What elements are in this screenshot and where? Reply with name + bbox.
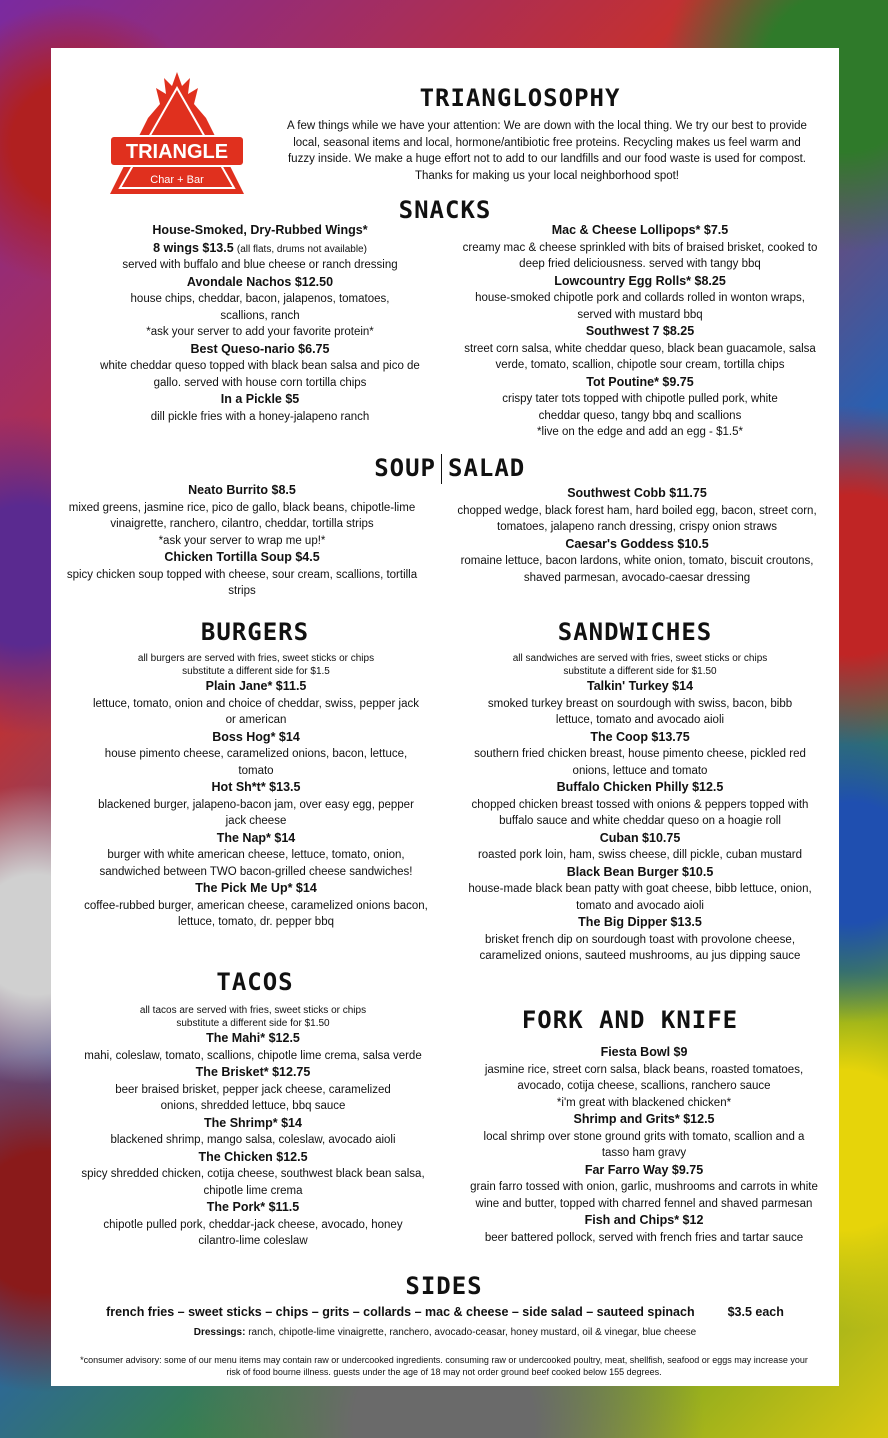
menu-item-desc: dill pickle fries with a honey-jalapeno ranch: [150, 410, 370, 423]
menu-item-desc: lettuce, tomato, onion and choice of cheddar, swiss, pepper jack or american: [92, 697, 420, 726]
menu-item-name: Caesar's Goddess $10.5: [565, 536, 709, 551]
menu-item-desc: creamy mac & cheese sprinkled with bits of braised brisket, cooked to deep fried deliciousness. served with tangy bbq: [462, 241, 818, 270]
menu-item-name: Neato Burrito $8.5: [188, 483, 296, 497]
menu-item-desc: house-smoked chipotle pork and collards rolled in wonton wraps, served with mustard bbq: [475, 292, 805, 321]
menu-item-name: The Nap* $14: [216, 830, 296, 845]
menu-item-desc: chopped chicken breast tossed with onions & peppers topped with buffalo sauce and white cheddar queso on a hoagie roll: [471, 798, 809, 827]
menu-item-desc: grain farro tossed with onion, garlic, mushrooms and carrots in white wine and butter, topped with charred fennel and shaved parmesan: [470, 1181, 818, 1210]
sides-line: [60, 1305, 830, 1319]
consumer-advisory: *consumer advisory: some of our menu items may contain raw or undercooked ingredients. consuming raw or undercooked poultry, meat, shellfish, seafood or eggs may increase your risk of food bourne illness. guests under the age of 18 may not order ground beef cooked below 155 degrees.: [80, 1355, 808, 1377]
menu-item-note: *ask your server to wrap me up!*: [158, 534, 326, 547]
menu-item-desc: chopped wedge, black forest ham, hard boiled egg, bacon, street corn, tomatoes, jalapeno ranch dressing, crispy onion straws: [457, 504, 817, 533]
soup-column: [60, 482, 424, 600]
menu-item-desc: brisket french dip on sourdough toast with provolone cheese, caramelized onions, sauteed mushrooms, au jus dipping sauce: [479, 933, 801, 962]
menu-item-name: Mac & Cheese Lollipops* $7.5: [551, 223, 729, 237]
menu-item-name: Talkin' Turkey $14: [586, 679, 694, 693]
menu-item-name: Buffalo Chicken Philly $12.5: [556, 780, 724, 794]
menu-item-desc: smoked turkey breast on sourdough with swiss, bacon, bibb lettuce, tomato and avocado aioli: [487, 697, 793, 726]
burgers-column: [76, 652, 436, 931]
dressings-list: ranch, chipotle-lime vinaigrette, ranchero, avocado-ceasar, honey mustard, oil & vinegar, blue cheese: [248, 1327, 697, 1338]
sandwiches-column: [460, 652, 820, 965]
menu-item-desc: burger with white american cheese, lettuce, tomato, onion, sandwiched between TWO bacon-grilled cheese sandwiches!: [99, 849, 413, 878]
menu-item-note: *live on the edge and add an egg - $1.5*: [537, 426, 743, 438]
menu-item-price-note: (all flats, drums not available): [236, 243, 367, 255]
menu-item-name: The Big Dipper $13.5: [578, 915, 702, 929]
section-note: all sandwiches are served with fries, sweet sticks or chips: [512, 653, 768, 664]
menu-item-desc: served with buffalo and blue cheese or ranch dressing: [122, 259, 398, 271]
menu-item-desc: white cheddar queso topped with black bean salsa and pico de gallo. served with house corn tortilla chips: [100, 360, 420, 389]
menu-item-name: The Brisket* $12.75: [195, 1065, 311, 1079]
burgers-title: BURGERS: [200, 618, 310, 646]
menu-item-desc: roasted pork loin, ham, swiss cheese, dill pickle, cuban mustard: [477, 849, 803, 861]
menu-item-desc: spicy chicken soup topped with cheese, sour cream, scallions, tortilla strips: [66, 568, 418, 597]
menu-item-name: Plain Jane* $11.5: [205, 679, 307, 693]
menu-item-desc: street corn salsa, white cheddar queso, black bean guacamole, salsa verde, tomato, scallion, chipotle sour cream, tortilla chips: [464, 342, 816, 371]
menu-item-name: Fish and Chips* $12: [584, 1213, 704, 1227]
menu-item-name: Tot Poutine* $9.75: [586, 374, 694, 389]
menu-item-desc: mahi, coleslaw, tomato, scallions, chipotle lime crema, salsa verde: [84, 1049, 422, 1062]
menu-item-name: The Shrimp* $14: [204, 1115, 302, 1130]
menu-item-desc: beer braised brisket, pepper jack cheese, caramelized onions, shredded lettuce, bbq sauce: [115, 1083, 391, 1112]
section-note: substitute a different side for $1.5: [182, 666, 330, 677]
tacos-title: TACOS: [216, 968, 294, 996]
menu-item-desc: chipotle pulled pork, cheddar-jack cheese, avocado, honey cilantro-lime coleslaw: [103, 1218, 403, 1247]
sides-list: french fries – sweet sticks – chips – grits – collards – mac & cheese – side salad – sauteed spinach: [106, 1305, 695, 1319]
menu-item-name: Lowcountry Egg Rolls* $8.25: [554, 273, 726, 288]
fork-knife-title: FORK AND KNIFE: [521, 1006, 739, 1034]
section-note: all burgers are served with fries, sweet sticks or chips: [137, 653, 375, 664]
salad-column: [452, 485, 822, 586]
menu-item-name: Hot Sh*t* $13.5: [211, 780, 301, 794]
menu-item-note: *i'm great with blackened chicken*: [556, 1096, 732, 1109]
menu-item-desc: mixed greens, jasmine rice, pico de gallo, black beans, chipotle-lime vinaigrette, ranchero, cilantro, cheddar, tortilla strips: [68, 501, 416, 530]
menu-item-name: The Mahi* $12.5: [206, 1031, 300, 1045]
menu-item-name: Southwest 7 $8.25: [585, 324, 695, 338]
section-note: substitute a different side for $1.50: [176, 1018, 330, 1029]
menu-item-desc: coffee-rubbed burger, american cheese, caramelized onions bacon, lettuce, tomato, dr. pepper bbq: [84, 899, 428, 928]
sandwiches-title: SANDWICHES: [557, 618, 713, 646]
menu-item-name: The Coop $13.75: [590, 729, 690, 744]
dressings-line: [60, 1327, 830, 1338]
snacks-left-column: [80, 222, 440, 425]
menu-item-name: In a Pickle $5: [220, 392, 300, 406]
section-note: substitute a different side for $1.50: [563, 666, 717, 677]
menu-item-name: Cuban $10.75: [599, 830, 681, 845]
menu-item-note: *ask your server to add your favorite protein*: [146, 326, 374, 338]
salad-title: SALAD: [448, 454, 526, 482]
triangle-logo: [104, 68, 250, 198]
menu-item-name: Best Queso-nario $6.75: [190, 341, 330, 356]
logo-name: TRIANGLE: [125, 141, 229, 163]
menu-item-desc: southern fried chicken breast, house pimento cheese, pickled red onions, lettuce and tomato: [474, 748, 806, 777]
menu-item-name: The Pork* $11.5: [206, 1200, 300, 1214]
menu-item-price: 8 wings $13.5: [153, 240, 234, 255]
sides-price: $3.5 each: [727, 1305, 784, 1319]
menu-item-name: Shrimp and Grits* $12.5: [573, 1112, 715, 1126]
menu-item-name: Chicken Tortilla Soup $4.5: [164, 550, 320, 564]
menu-item-desc: spicy shredded chicken, cotija cheese, southwest black bean salsa, chipotle lime crema: [81, 1168, 425, 1197]
dressings-label: Dressings:: [193, 1327, 246, 1338]
menu-item-desc: romaine lettuce, bacon lardons, white onion, tomato, biscuit croutons, shaved parmesan, avocado-caesar dressing: [460, 555, 814, 584]
menu-item-name: Southwest Cobb $11.75: [567, 486, 707, 500]
soup-title: SOUP: [374, 454, 436, 482]
snacks-right-column: [460, 222, 820, 441]
fork-knife-column: [462, 1044, 826, 1246]
menu-item-name: Boss Hog* $14: [212, 729, 300, 744]
logo-sub: Char + Bar: [150, 174, 204, 186]
menu-item-name: Avondale Nachos $12.50: [186, 274, 334, 289]
menu-item-desc: blackened burger, jalapeno-bacon jam, over easy egg, pepper jack cheese: [98, 798, 414, 827]
menu-item-name: The Chicken $12.5: [198, 1149, 308, 1164]
menu-item-desc: beer battered pollock, served with french fries and tartar sauce: [484, 1231, 804, 1244]
menu-item-desc: house-made black bean patty with goat cheese, bibb lettuce, onion, tomato and avocado aioli: [468, 883, 812, 912]
menu-item-name: House-Smoked, Dry-Rubbed Wings*: [152, 223, 368, 237]
intro-title: TRIANGLOSOPHY: [419, 84, 621, 112]
menu-item-name: Fiesta Bowl $9: [600, 1045, 688, 1059]
section-note: all tacos are served with fries, sweet sticks or chips: [139, 1005, 367, 1016]
menu-item-desc: blackened shrimp, mango salsa, coleslaw, avocado aioli: [110, 1134, 396, 1146]
menu-item-desc: jasmine rice, street corn salsa, black beans, roasted tomatoes, avocado, cotija cheese, scallions, ranchero sauce: [484, 1063, 804, 1092]
menu-item-name: Black Bean Burger $10.5: [566, 864, 714, 879]
soup-salad-divider: [441, 454, 442, 484]
menu-item-name: The Pick Me Up* $14: [195, 881, 317, 895]
menu-item-desc: local shrimp over stone ground grits with tomato, scallion and a tasso ham gravy: [483, 1130, 805, 1159]
menu-item-desc: house pimento cheese, caramelized onions, bacon, lettuce, tomato: [104, 748, 408, 777]
menu-item-name: Far Farro Way $9.75: [584, 1162, 704, 1177]
snacks-title: SNACKS: [398, 196, 492, 224]
intro-text: A few things while we have your attention: We are down with the local thing. We try our best to provide local, seasonal items and local, hormone/antibiotic free proteins. Recycling makes us feel warm and fuzzy inside. We make a huge effort not to add to our landfills and our food waste is used for compost. Thanks for making us your local neighborhood spot!: [287, 120, 807, 182]
tacos-column: [66, 1004, 440, 1250]
sides-title: SIDES: [405, 1272, 483, 1300]
menu-item-desc: house chips, cheddar, bacon, jalapenos, tomatoes, scallions, ranch: [130, 293, 390, 322]
menu-item-desc: crispy tater tots topped with chipotle pulled pork, white cheddar queso, tangy bbq and scallions: [502, 393, 778, 422]
